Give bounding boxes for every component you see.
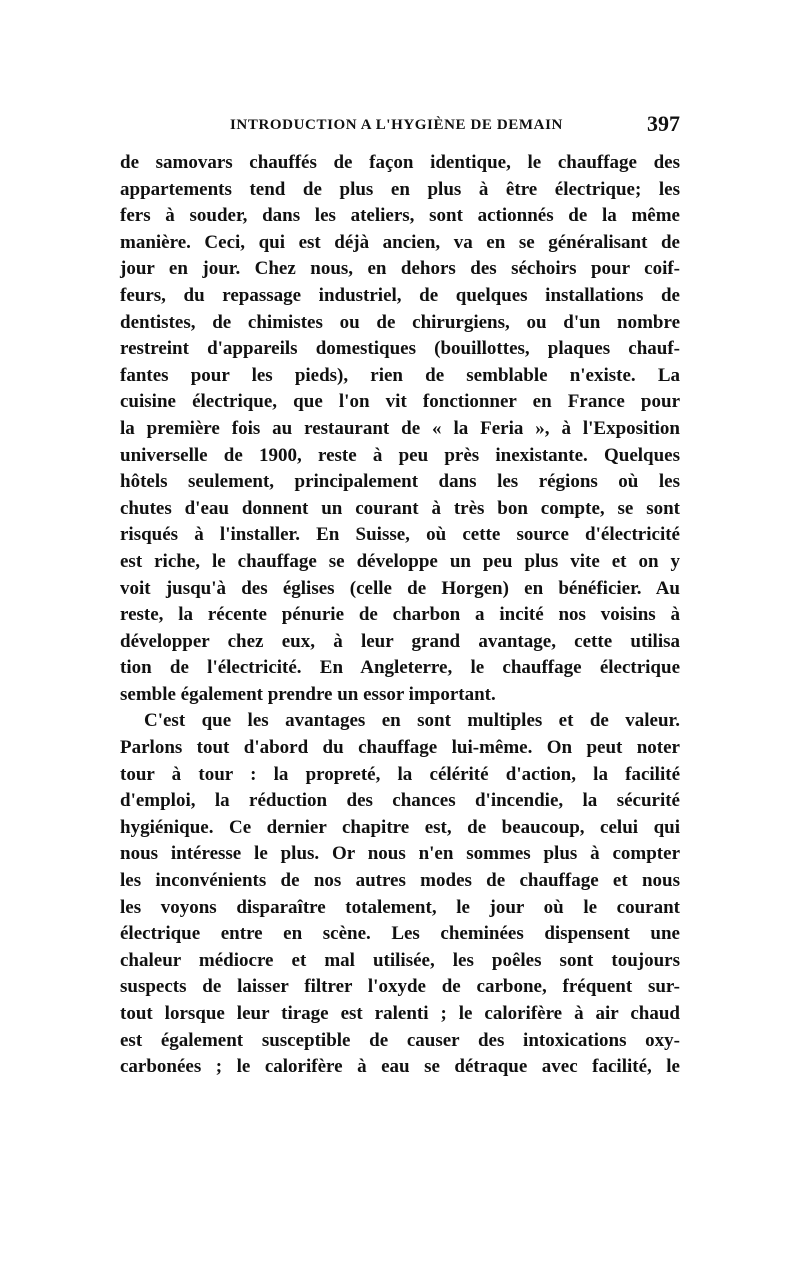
text-line: les inconvénients de nos autres modes de chauffage et nous (120, 870, 680, 892)
text-line: risqués à l'installer. En Suisse, où cette source d'électricité (120, 524, 680, 546)
text-line: jour en jour. Chez nous, en dehors des séchoirs pour coif- (120, 258, 680, 280)
text-line: cuisine électrique, que l'on vit fonctionner en France pour (120, 391, 680, 413)
text-line: semble également prendre un essor important. (120, 683, 496, 705)
text-line: chaleur médiocre et mal utilisée, les poêles sont toujours (120, 949, 680, 971)
text-line: développer chez eux, à leur grand avantage, cette utilisa (120, 630, 680, 652)
text-line: feurs, du repassage industriel, de quelques installations de (120, 284, 680, 306)
text-line: hôtels seulement, principalement dans les régions où les (120, 471, 680, 493)
text-line: tion de l'électricité. En Angleterre, le chauffage électrique (120, 657, 680, 679)
text-line: nous intéresse le plus. Or nous n'en sommes plus à compter (120, 843, 680, 865)
text-line: restreint d'appareils domestiques (bouillottes, plaques chauf- (120, 338, 680, 360)
text-line: reste, la récente pénurie de charbon a incité nos voisins à (120, 604, 680, 626)
running-header (120, 111, 680, 141)
text-line: tout lorsque leur tirage est ralenti ; le calorifère à air chaud (120, 1003, 680, 1024)
text-line: les voyons disparaître totalement, le jour où le courant (120, 896, 680, 918)
running-title: INTRODUCTION A L'HYGIÈNE DE DEMAIN (230, 117, 563, 133)
page-number: 397 (647, 111, 680, 136)
text-line: tour à tour : la propreté, la célérité d'action, la facilité (120, 763, 680, 785)
text-line: carbonées ; le calorifère à eau se détraque avec facilité, le (120, 1056, 680, 1078)
text-line: fantes pour les pieds), rien de semblable n'existe. La (120, 364, 680, 386)
text-line: la première fois au restaurant de « la Feria », à l'Exposition (120, 417, 680, 439)
text-line: fers à souder, dans les ateliers, sont actionnés de la même (120, 205, 680, 227)
text-line: universelle de 1900, reste à peu près inexistante. Quelques (120, 444, 680, 466)
text-line: d'emploi, la réduction des chances d'incendie, la sécurité (120, 790, 680, 812)
paragraph (120, 150, 680, 708)
paragraph (120, 708, 680, 1080)
text-line: est également susceptible de causer des intoxications oxy- (120, 1029, 680, 1051)
text-line: hygiénique. Ce dernier chapitre est, de beaucoup, celui qui (120, 816, 680, 838)
text-line: Parlons tout d'abord du chauffage lui-même. On peut noter (120, 737, 680, 759)
text-line: chutes d'eau donnent un courant à très bon compte, se sont (120, 497, 680, 519)
text-line: dentistes, de chimistes ou de chirurgiens, ou d'un nombre (120, 311, 680, 333)
text-line: est riche, le chauffage se développe un peu plus vite et on y (120, 550, 680, 572)
text-line: C'est que les avantages en sont multiples et de valeur. (144, 710, 680, 732)
text-line: appartements tend de plus en plus à être électrique; les (120, 178, 680, 200)
text-line: voit jusqu'à des églises (celle de Horgen) en bénéficier. Au (120, 577, 680, 599)
text-line: électrique entre en scène. Les cheminées dispensent une (120, 923, 680, 945)
text-line: manière. Ceci, qui est déjà ancien, va en se généralisant de (120, 231, 680, 253)
body-text (120, 150, 680, 1081)
text-line: de samovars chauffés de façon identique, le chauffage des (120, 152, 680, 173)
text-line: suspects de laisser filtrer l'oxyde de carbone, fréquent sur- (120, 976, 680, 998)
